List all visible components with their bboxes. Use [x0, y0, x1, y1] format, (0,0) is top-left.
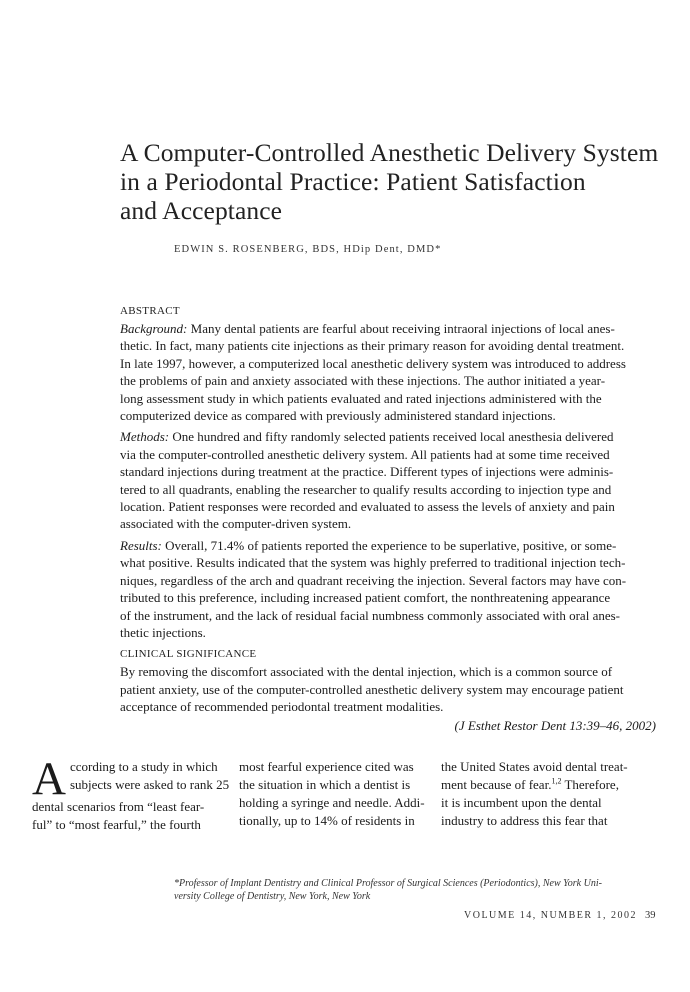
- body-column-3: [441, 758, 628, 830]
- abstract-line: of the instrument, and the lack of residual facial numbness commonly associated with oral anes-: [120, 607, 620, 623]
- body-line: it is incumbent upon the dental: [441, 795, 602, 810]
- abstract-line: via the computer-controlled anesthetic delivery system. All patients had at some time received: [120, 446, 610, 462]
- abstract-heading: ABSTRACT: [120, 305, 180, 317]
- body-line: industry to address this fear that: [441, 813, 608, 828]
- reference-superscript: 1,2: [551, 776, 562, 786]
- abstract-line: computerized device as compared with previously administered standard injections.: [120, 408, 556, 424]
- body-line: ful” to “most fearful,” the fourth: [32, 817, 201, 832]
- body-line: dental scenarios from “least fear-: [32, 799, 205, 814]
- body-line: [441, 776, 621, 794]
- drop-cap: A: [32, 753, 66, 805]
- body-line: the situation in which a dentist is: [239, 777, 411, 792]
- body-line: tionally, up to 14% of residents in: [239, 813, 415, 828]
- methods-label: Methods:: [120, 429, 170, 445]
- abstract-line: Overall, 71.4% of patients reported the experience to be superlative, positive, or some-: [161, 537, 617, 553]
- clinical-line: patient anxiety, use of the computer-controlled anesthetic delivery system may encourage patient: [120, 681, 624, 697]
- abstract-line: thetic injections.: [120, 624, 206, 640]
- title-line: A Computer-Controlled Anesthetic Delivery System: [120, 138, 659, 167]
- journal-citation: (J Esthet Restor Dent 13:39–46, 2002): [454, 717, 656, 733]
- title-line: in a Periodontal Practice: Patient Satisfaction: [120, 167, 586, 196]
- clinical-significance: [120, 663, 658, 715]
- abstract-line: associated with the computer-driven system.: [120, 516, 352, 532]
- abstract-line: standard injections during treatment at the practice. Different types of injections were adminis-: [120, 464, 614, 480]
- abstract-line: niques, regardless of the arch and quadrant receiving the injection. Several factors may have con-: [120, 572, 627, 588]
- body-line: ccording to a study in which: [69, 759, 218, 774]
- body-line: most fearful experience cited was: [239, 759, 414, 774]
- abstract-results: [120, 537, 658, 641]
- abstract-background: [120, 320, 658, 424]
- footnote-line: versity College of Dentistry, New York, New York: [174, 891, 371, 902]
- clinical-line: acceptance of recommended periodontal treatment modalities.: [120, 699, 444, 715]
- abstract-line: the problems of pain and anxiety associated with these injections. The author initiated a year-: [120, 373, 606, 389]
- body-line: holding a syringe and needle. Addi-: [239, 795, 425, 810]
- clinical-significance-heading: CLINICAL SIGNIFICANCE: [120, 648, 257, 661]
- abstract-line: One hundred and fifty randomly selected patients received local anesthesia delivered: [169, 429, 614, 445]
- background-label: Background:: [120, 321, 188, 336]
- body-column-2: [239, 758, 425, 830]
- clinical-line: By removing the discomfort associated with the dental injection, which is a common source of: [120, 664, 613, 680]
- running-footer: VOLUME 14, NUMBER 1, 2002: [464, 910, 638, 921]
- abstract-line: thetic. In fact, many patients cite injections as their primary reason for avoiding dental treatment.: [120, 338, 625, 354]
- abstract-line: what positive. Results indicated that the system was highly preferred to traditional injection tech-: [120, 555, 626, 571]
- abstract-block: [120, 303, 658, 734]
- abstract-line: tered to all quadrants, enabling the researcher to qualify results according to injection type and: [120, 481, 612, 497]
- abstract-methods: [120, 428, 658, 532]
- body-line: the United States avoid dental treat-: [441, 759, 628, 774]
- title-line: and Acceptance: [120, 196, 283, 225]
- body-line-text: ment because of fear.: [441, 777, 552, 792]
- article-title: [120, 138, 660, 225]
- abstract-line: location. Patient responses were recorded and evaluated to assess the levels of anxiety and pain: [120, 499, 615, 515]
- author-footnote: [174, 877, 644, 903]
- page-number: 39: [645, 910, 656, 921]
- abstract-line: long assessment study in which patients evaluated and rated injections administered with the: [120, 390, 602, 406]
- abstract-line: tributed to this preference, including increased patient comfort, the nonthreatening appearance: [120, 590, 611, 606]
- abstract-line: Many dental patients are fearful about receiving intraoral injections of local anes-: [187, 321, 615, 336]
- body-column-1: [32, 753, 230, 834]
- author-line: EDWIN S. ROSENBERG, BDS, HDip Dent, DMD*: [174, 244, 442, 255]
- footnote-line: *Professor of Implant Dentistry and Clinical Professor of Surgical Sciences (Periodontics), New York Uni-: [174, 878, 602, 889]
- body-line: subjects were asked to rank 25: [69, 777, 230, 792]
- abstract-line: In late 1997, however, a computerized local anesthetic delivery system was introduced to address: [120, 355, 626, 371]
- results-label: Results:: [120, 537, 162, 553]
- body-line-tail: Therefore,: [561, 777, 619, 792]
